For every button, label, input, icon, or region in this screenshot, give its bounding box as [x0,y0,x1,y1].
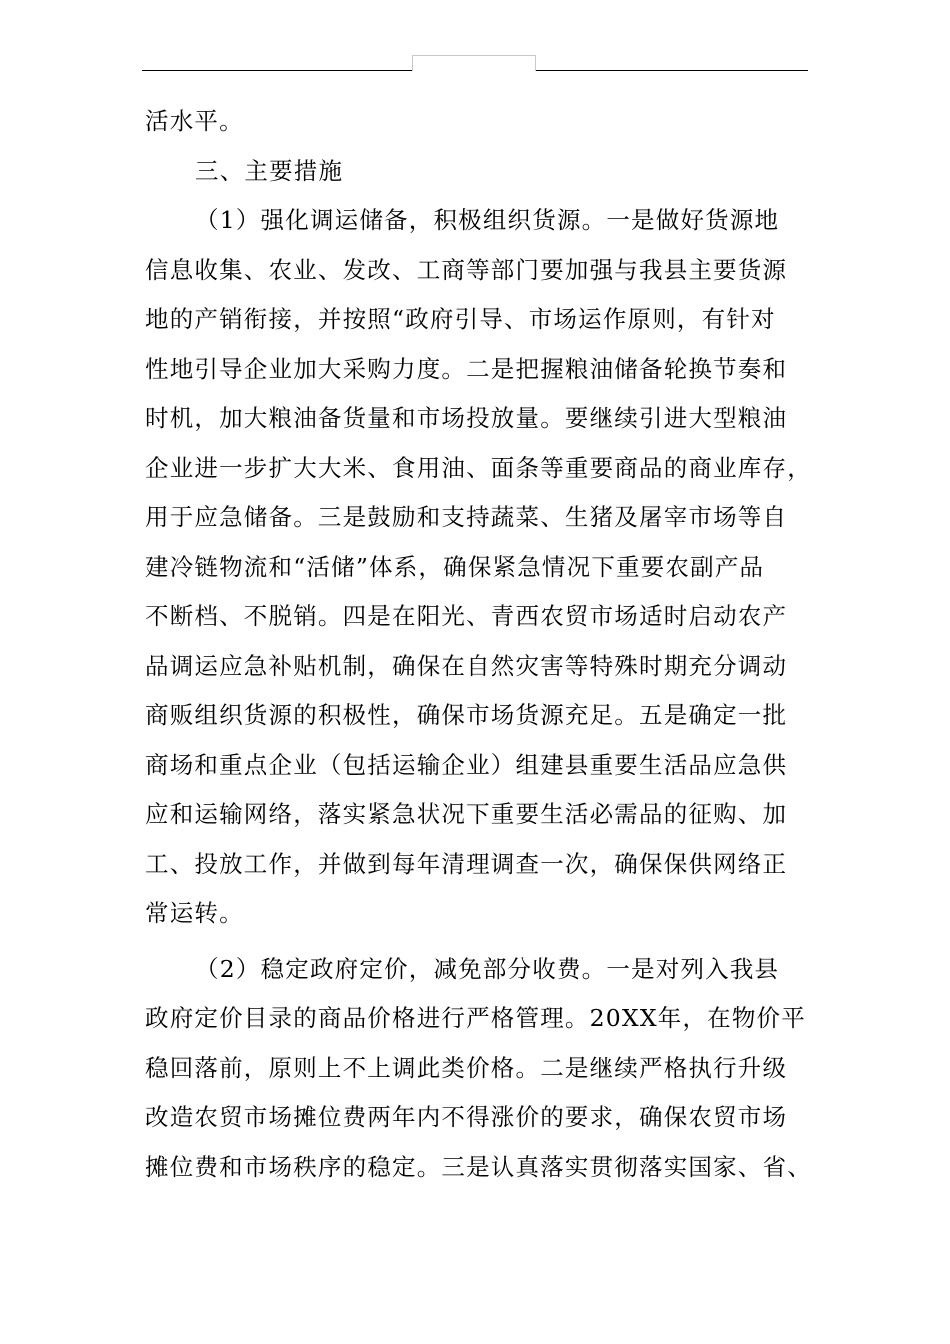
body-line: 改造农贸市场摊位费两年内不得涨价的要求，确保农贸市场 [145,1103,788,1131]
section-heading: 三、主要措施 [195,156,344,185]
body-line: （2）稳定政府定价，减免部分收费。一是对列入我县 [195,954,780,983]
body-line: 用于应急储备。三是鼓励和支持蔬菜、生猪及屠宰市场等自 [145,503,788,531]
body-line: 不断档、不脱销。四是在阳光、青西农贸市场适时启动农产 [145,602,788,630]
body-line: 地的产销衔接，并按照“政府引导、市场运作原则，有针对 [145,305,776,333]
body-line: 摊位费和市场秩序的稳定。三是认真落实贯彻落实国家、省、 [145,1152,812,1181]
document-body [145,97,810,1192]
body-line: 建冷链物流和“活储”体系，确保紧急情况下重要农副产品 [145,552,765,581]
body-line: 商场和重点企业（包括运输企业）组建县重要生活品应急供 [145,750,788,779]
body-line: 应和运输网络，落实紧急状况下重要生活必需品的征购、加 [145,800,788,828]
body-line: 时机，加大粮油备货量和市场投放量。要继续引进大型粮油 [145,404,788,432]
body-line: 常运转。 [145,899,244,927]
body-line: 商贩组织货源的积极性，确保市场货源充足。五是确定一批 [145,701,788,729]
body-line: 品调运应急补贴机制，确保在自然灾害等特殊时期充分调动 [145,651,788,680]
body-line: 工、投放工作，并做到每年清理调查一次，确保保供网络正 [145,849,788,878]
body-line: 稳回落前，原则上不上调此类价格。二是继续严格执行升级 [145,1053,788,1082]
body-line: 政府定价目录的商品价格进行严格管理。20XX年，在物价平 [145,1004,806,1032]
header-tab [412,55,536,71]
body-line: 企业进一步扩大大米、食用油、面条等重要商品的商业库存， [145,453,812,482]
body-line: 信息收集、农业、发改、工商等部门要加强与我县主要货源 [145,255,788,284]
body-line: 性地引导企业加大采购力度。二是把握粮油储备轮换节奏和 [145,354,788,383]
body-line: （1）强化调运储备，积极组织货源。一是做好货源地 [195,206,780,234]
body-line: 活水平。 [145,107,244,135]
